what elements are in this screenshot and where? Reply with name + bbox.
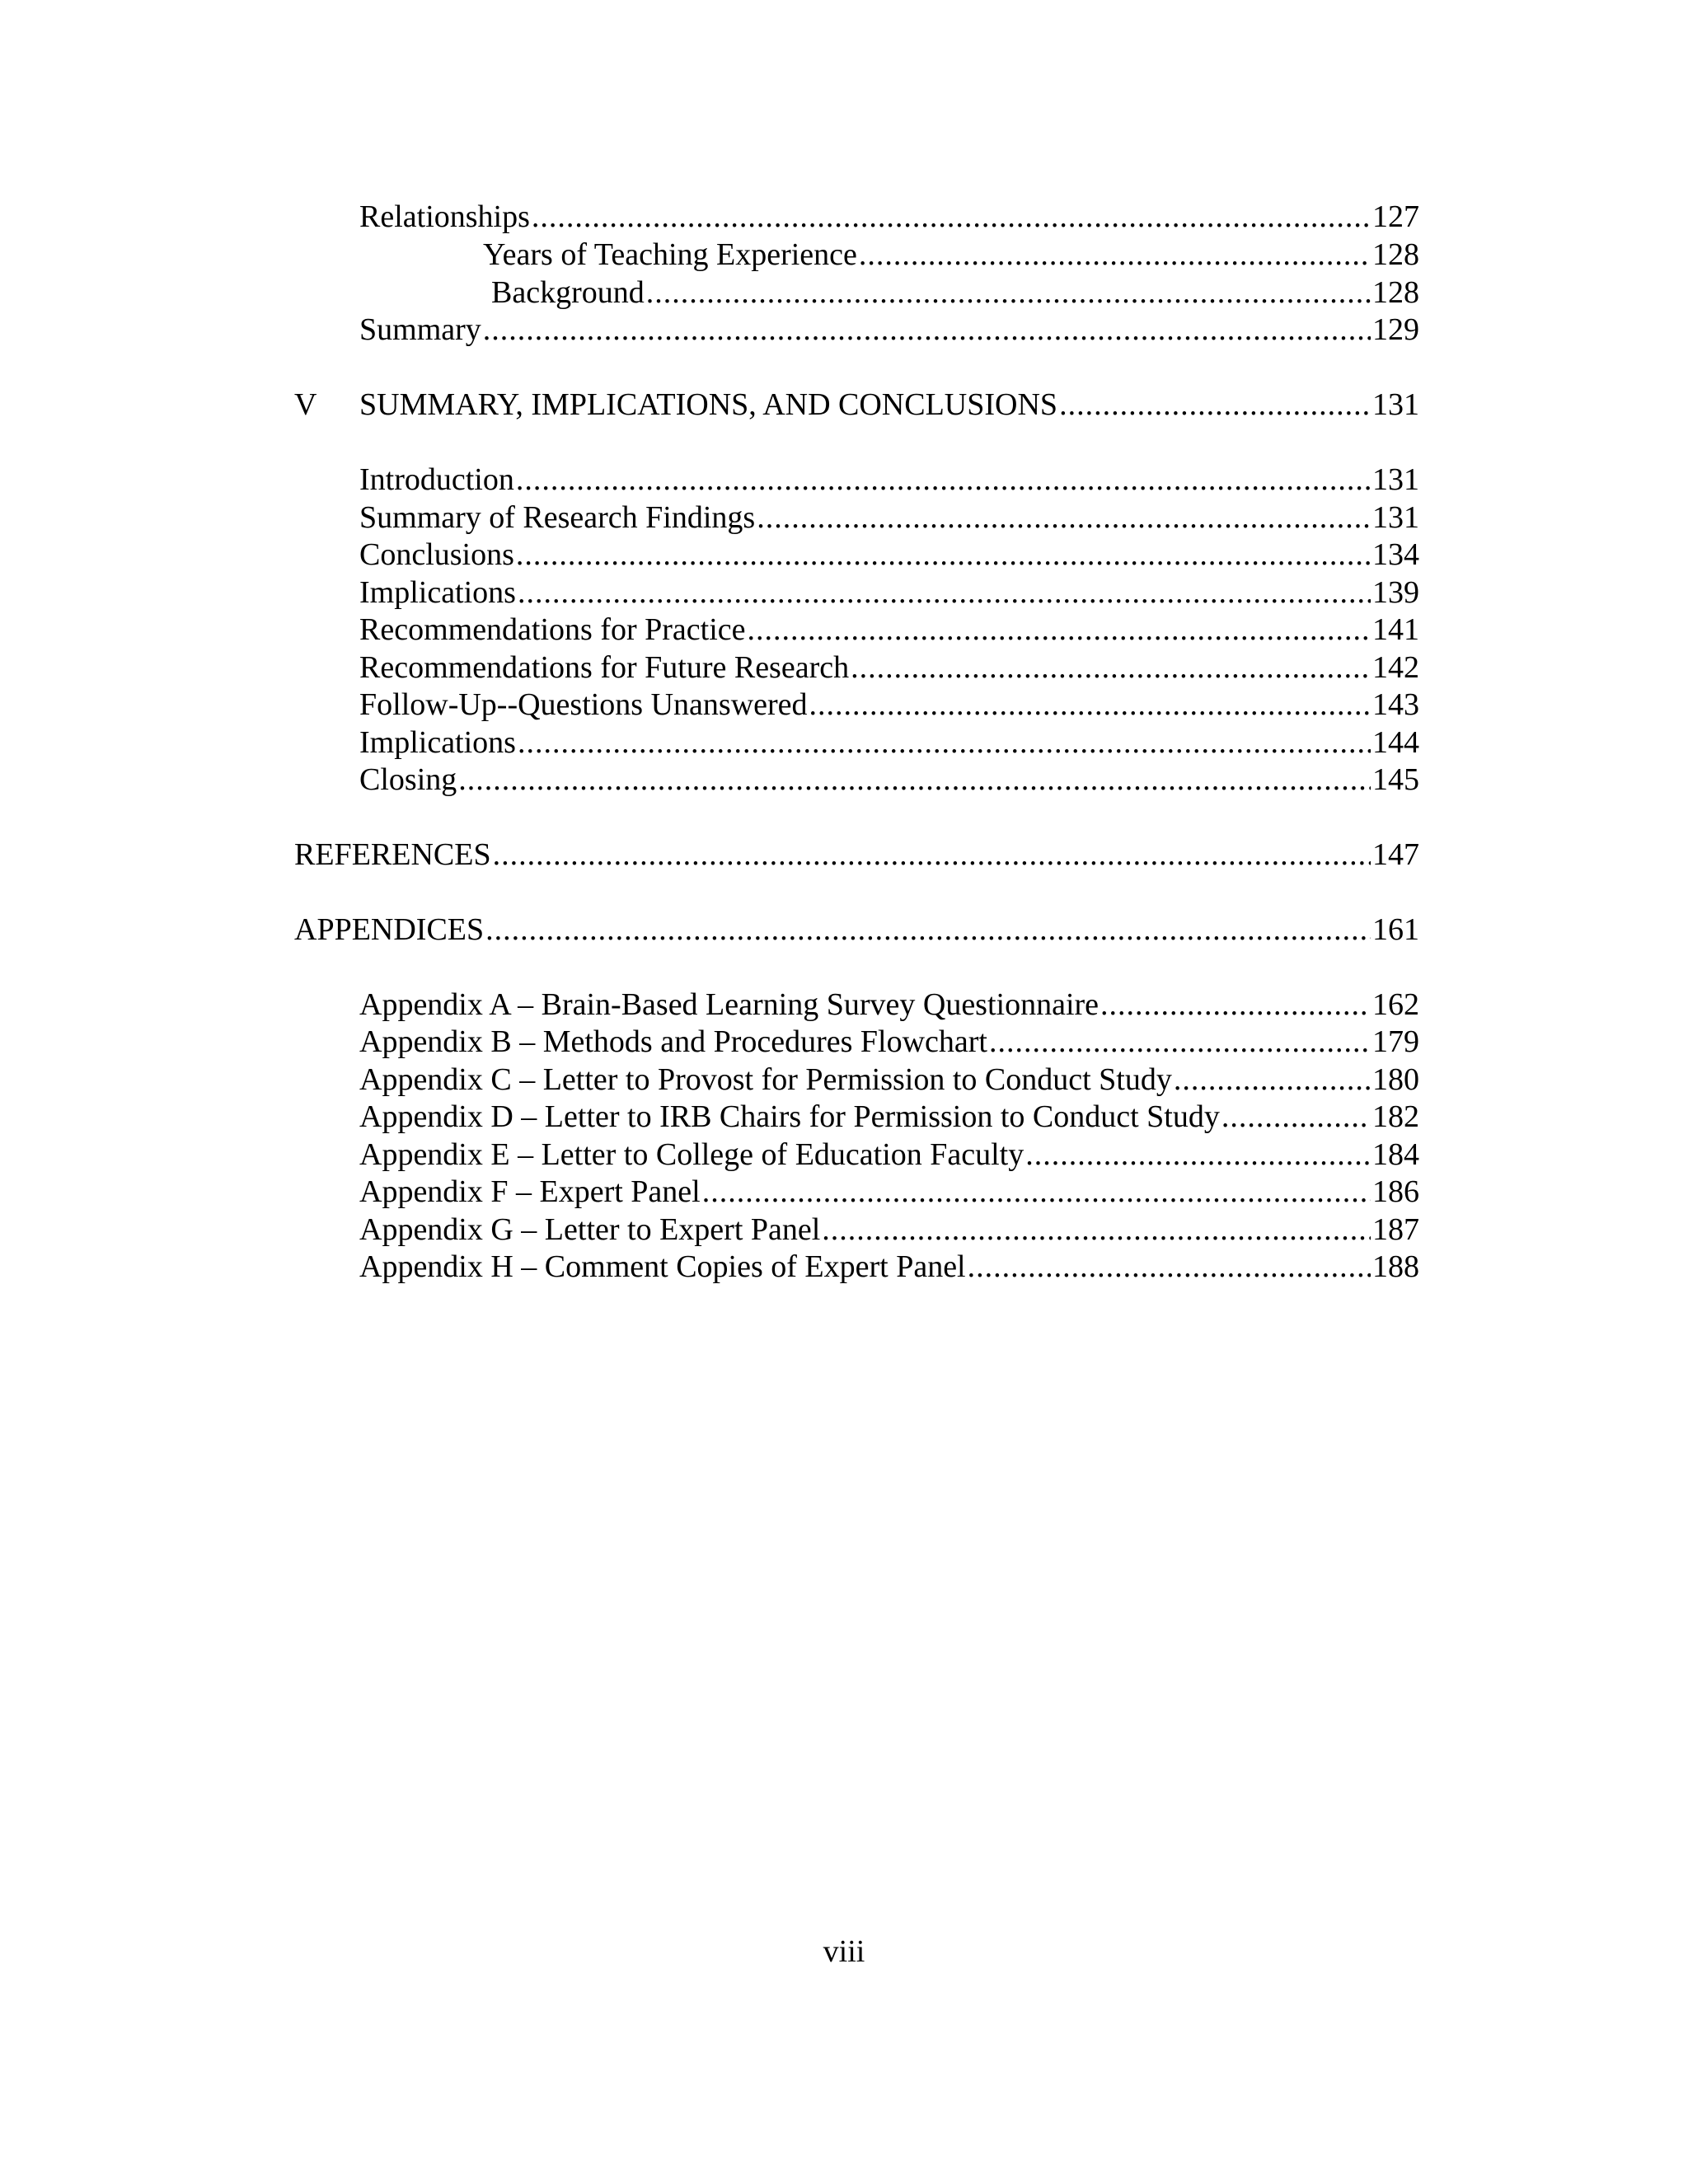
toc-entry-title: Appendix A – Brain-Based Learning Survey Questionnaire bbox=[359, 987, 1100, 1022]
dot-leader bbox=[518, 574, 1371, 612]
dot-leader bbox=[458, 761, 1371, 799]
dot-leader bbox=[968, 1248, 1371, 1286]
toc-entry-page: 139 bbox=[1372, 575, 1419, 610]
toc-entry-years-of-teaching-experience bbox=[483, 236, 1419, 274]
toc-entry-appendix-g bbox=[359, 1211, 1419, 1249]
toc-entry-page: 141 bbox=[1372, 612, 1419, 647]
dot-leader bbox=[1100, 986, 1371, 1024]
toc-entry-page: 188 bbox=[1372, 1249, 1419, 1284]
toc-entry-title: SUMMARY, IMPLICATIONS, AND CONCLUSIONS bbox=[359, 387, 1058, 422]
dot-leader bbox=[646, 274, 1371, 312]
toc-entry-page: 144 bbox=[1372, 725, 1419, 760]
dot-leader bbox=[532, 198, 1371, 236]
toc-entry-title: Appendix C – Letter to Provost for Permission to Conduct Study bbox=[359, 1062, 1172, 1097]
dot-leader bbox=[516, 461, 1371, 499]
dot-leader bbox=[702, 1173, 1371, 1211]
toc-entry-implications bbox=[359, 574, 1419, 612]
toc-entry-title: Recommendations for Future Research bbox=[359, 650, 850, 685]
toc-entry-references bbox=[294, 836, 1419, 874]
toc-entry-title: Appendix D – Letter to IRB Chairs for Permission to Conduct Study bbox=[359, 1099, 1220, 1134]
toc-entry-page: 161 bbox=[1372, 912, 1419, 947]
toc-entry-chapter-v bbox=[359, 386, 1419, 424]
toc-entry-page: 129 bbox=[1372, 312, 1419, 347]
toc-entry-summary-of-research-findings bbox=[359, 499, 1419, 537]
toc-entry-title: Introduction bbox=[359, 462, 514, 497]
dot-leader bbox=[822, 1211, 1371, 1249]
toc-entry-title: Appendix H – Comment Copies of Expert Panel bbox=[359, 1249, 966, 1284]
toc-entry-title: Follow-Up--Questions Unanswered bbox=[359, 687, 808, 722]
chapter-number: V bbox=[294, 387, 317, 422]
toc-entry-page: 128 bbox=[1372, 275, 1419, 310]
toc-entry-page: 180 bbox=[1372, 1062, 1419, 1097]
toc-entry-title: Implications bbox=[359, 725, 516, 760]
toc-entry-page: 187 bbox=[1372, 1212, 1419, 1247]
toc-entry-title: Years of Teaching Experience bbox=[483, 237, 857, 272]
toc-entry-title: Summary of Research Findings bbox=[359, 500, 756, 535]
dot-leader bbox=[1025, 1136, 1371, 1174]
toc-entry-page: 179 bbox=[1372, 1024, 1419, 1059]
toc-entry-conclusions bbox=[359, 536, 1419, 574]
toc-entry-title: Closing bbox=[359, 762, 457, 797]
toc-entry-appendices bbox=[294, 911, 1419, 949]
toc-entry-title: REFERENCES bbox=[294, 837, 491, 872]
toc-entry-appendix-a bbox=[359, 986, 1419, 1024]
toc-entry-page: 147 bbox=[1372, 837, 1419, 872]
toc-entry-page: 162 bbox=[1372, 987, 1419, 1022]
toc-entry-implications-2 bbox=[359, 724, 1419, 762]
toc-entry-title: Appendix B – Methods and Procedures Flowchart bbox=[359, 1024, 987, 1059]
page-number: viii bbox=[823, 1934, 865, 1969]
toc-entry-title: Conclusions bbox=[359, 537, 514, 572]
toc-entry-appendix-h bbox=[359, 1248, 1419, 1286]
toc-entry-page: 142 bbox=[1372, 650, 1419, 685]
toc-entry-title: Summary bbox=[359, 312, 481, 347]
toc-entry-appendix-c bbox=[359, 1061, 1419, 1099]
dot-leader bbox=[757, 499, 1371, 537]
toc-entry-page: 143 bbox=[1372, 687, 1419, 722]
toc-entry-title: Appendix F – Expert Panel bbox=[359, 1174, 701, 1209]
toc-entry-title: Appendix E – Letter to College of Education Faculty bbox=[359, 1137, 1025, 1172]
toc-entry-title: Implications bbox=[359, 575, 516, 610]
toc-entry-appendix-b bbox=[359, 1023, 1419, 1061]
dot-leader bbox=[809, 686, 1371, 724]
toc-entry-appendix-e bbox=[359, 1136, 1419, 1174]
toc-entry-page: 131 bbox=[1372, 500, 1419, 535]
toc-entry-page: 182 bbox=[1372, 1099, 1419, 1134]
toc-entry-background bbox=[491, 274, 1419, 312]
dot-leader bbox=[483, 311, 1371, 349]
toc-entry-title: Relationships bbox=[359, 199, 530, 234]
toc-entry-title: Background bbox=[491, 275, 645, 310]
toc-entry-page: 127 bbox=[1372, 199, 1419, 234]
dot-leader bbox=[989, 1023, 1371, 1061]
toc-entry-introduction bbox=[359, 461, 1419, 499]
toc-entry-appendix-f bbox=[359, 1173, 1419, 1211]
toc-entry-closing bbox=[359, 761, 1419, 799]
toc-entry-title: Appendix G – Letter to Expert Panel bbox=[359, 1212, 821, 1247]
dot-leader bbox=[485, 911, 1371, 949]
dot-leader bbox=[851, 649, 1371, 687]
dot-leader bbox=[493, 836, 1371, 874]
toc-entry-follow-up-questions-unanswered bbox=[359, 686, 1419, 724]
toc-entry-page: 134 bbox=[1372, 537, 1419, 572]
toc-entry-page: 145 bbox=[1372, 762, 1419, 797]
toc-entry-title: Recommendations for Practice bbox=[359, 612, 746, 647]
toc-entry-relationships bbox=[359, 198, 1419, 236]
toc-entry-page: 186 bbox=[1372, 1174, 1419, 1209]
toc-entry-recommendations-for-future-research bbox=[359, 649, 1419, 687]
dot-leader bbox=[1059, 386, 1371, 424]
toc-entry-recommendations-for-practice bbox=[359, 611, 1419, 649]
toc-entry-page: 184 bbox=[1372, 1137, 1419, 1172]
dot-leader bbox=[1174, 1061, 1371, 1099]
toc-entry-title: APPENDICES bbox=[294, 912, 485, 947]
dot-leader bbox=[1221, 1098, 1371, 1136]
toc-entry-summary bbox=[359, 311, 1419, 349]
dot-leader bbox=[748, 611, 1371, 649]
toc-entry-page: 128 bbox=[1372, 237, 1419, 272]
toc-entry-page: 131 bbox=[1372, 462, 1419, 497]
dot-leader bbox=[859, 236, 1371, 274]
toc-entry-page: 131 bbox=[1372, 387, 1419, 422]
toc-entry-appendix-d bbox=[359, 1098, 1419, 1136]
dot-leader bbox=[516, 536, 1371, 574]
dot-leader bbox=[518, 724, 1371, 762]
